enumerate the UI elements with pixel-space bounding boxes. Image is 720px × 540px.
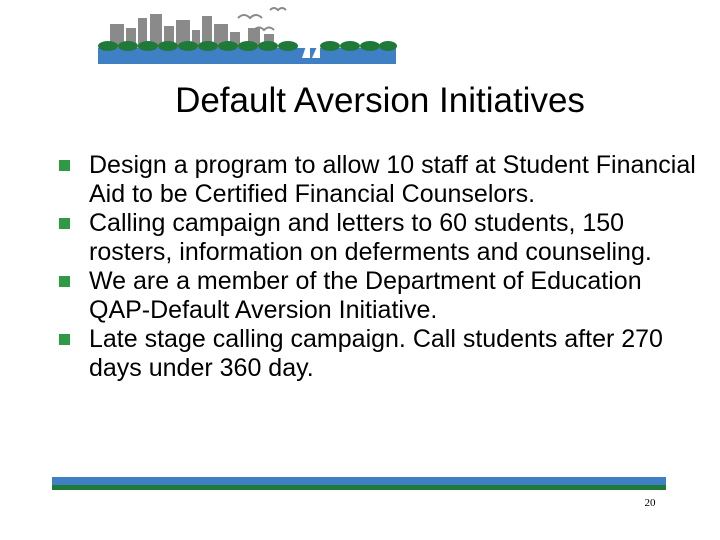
slide-title: Default Aversion Initiatives (175, 81, 585, 120)
bullet-text: Late stage calling campaign. Call students after 270 days under 360 day. (89, 325, 663, 382)
square-bullet-icon (59, 160, 70, 171)
bullet-text: Calling campaign and letters to 60 students, 150 rosters, information on deferments and counseling. (89, 209, 652, 266)
footer-divider-blue (52, 477, 666, 485)
bullet-text: We are a member of the Department of Education QAP-Default Aversion Initiative. (89, 267, 642, 324)
bullet-item (59, 267, 699, 325)
page-number: 20 (644, 497, 656, 509)
footer-divider-green (52, 485, 666, 490)
bullet-item (59, 325, 699, 383)
logo-birds (238, 8, 286, 30)
bullet-item (59, 209, 699, 267)
bullet-item (59, 151, 699, 209)
square-bullet-icon (59, 334, 70, 345)
bullet-list (59, 151, 699, 383)
bullet-text: Design a program to allow 10 staff at Student Financial Aid to be Certified Financial Counselors. (89, 151, 696, 208)
square-bullet-icon (59, 276, 70, 287)
city-skyline-logo-icon (98, 4, 398, 66)
square-bullet-icon (59, 218, 70, 229)
logo-trees (98, 41, 397, 51)
